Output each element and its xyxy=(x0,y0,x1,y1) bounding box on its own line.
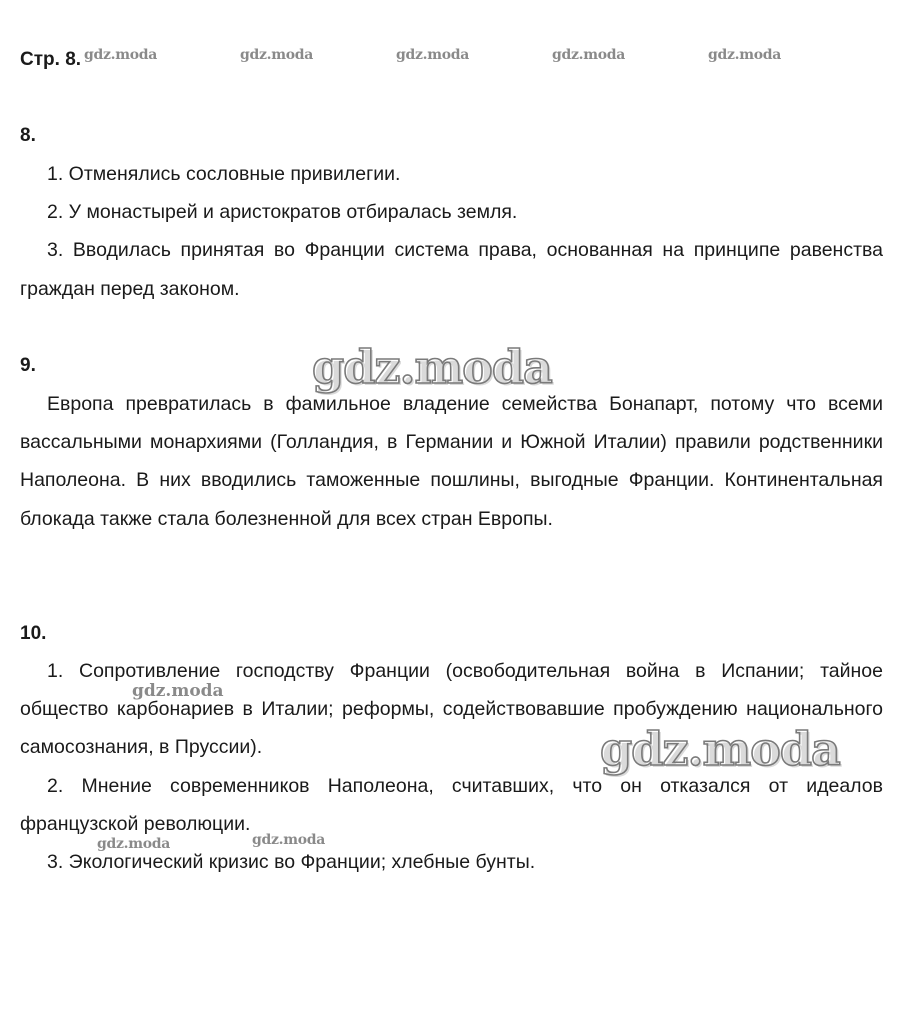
answer-item: 1. Сопротивление господству Франции (освободительная война в Испании; тайное общество карбонариев в Италии; реформы, содействовавшие пробуждению национального самосознания, в Пруссии). xyxy=(20,660,883,759)
watermark-logo: gdz.moda xyxy=(600,722,840,776)
watermark-text: gdz.moda xyxy=(132,681,224,701)
section-8-body xyxy=(20,155,883,308)
watermark-text: gdz.moda xyxy=(97,836,171,852)
watermark-text: gdz.moda xyxy=(84,47,158,63)
answer-item: 2. Мнение современников Наполеона, считавших, что он отказался от идеалов французской революции. xyxy=(20,774,883,835)
answer-item: 1. Отменялись сословные привилегии. xyxy=(47,163,401,185)
answer-item: 3. Экологический кризис во Франции; хлебные бунты. xyxy=(47,851,536,874)
watermark-text: gdz.moda xyxy=(252,832,326,848)
section-number: 8. xyxy=(20,125,36,146)
answer-paragraph: Европа превратилась в фамильное владение семейства Бонапарт, потому что всеми вассальными монархиями (Голландия, в Германии и Южной Италии) правили родственники Наполеона. В них вводились таможенные пошлины, выгодные Франции. Континентальная блокада также стала болезненной для всех стран Европы. xyxy=(20,393,883,530)
section-9-body xyxy=(20,385,883,538)
watermark-text: gdz.moda xyxy=(240,47,314,63)
section-number: 10. xyxy=(20,623,47,644)
watermark-logo: gdz.moda xyxy=(312,340,552,394)
answer-item: 3. Вводилась принятая во Франции система права, основанная на принципе равенства граждан перед законом. xyxy=(20,239,883,300)
page-label: Стр. 8. xyxy=(20,49,82,70)
watermark-text: gdz.moda xyxy=(552,47,626,63)
answer-item: 2. У монастырей и аристократов отбиралась земля. xyxy=(47,201,518,224)
section-number: 9. xyxy=(20,355,36,376)
watermark-text: gdz.moda xyxy=(708,47,782,63)
watermark-text: gdz.moda xyxy=(396,47,470,63)
